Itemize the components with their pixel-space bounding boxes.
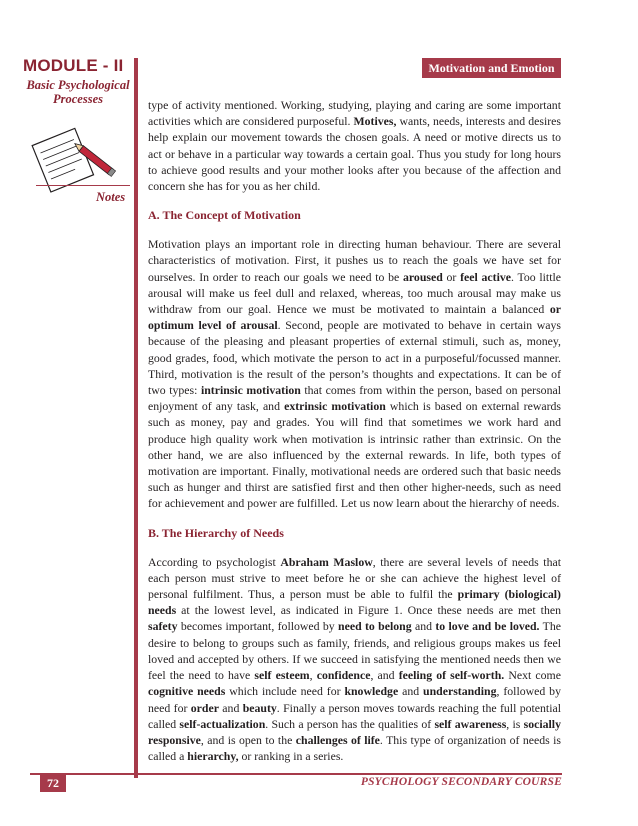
- bold-term: cognitive needs: [148, 684, 226, 699]
- footer-rule: [30, 773, 562, 775]
- bold-term: Abraham Maslow: [280, 554, 373, 569]
- notes-label: Notes: [96, 190, 126, 204]
- section-b-paragraph: According to psychologist Abraham Maslow, there are several levels of needs that each person must strive to meet before he or she can achieve the highest level of personal fulfilment. Thus, a person must be able to fulfil the primary (biological) needs at the lowest level, as indicated in Figure 1. Once these needs are met then safety becomes important, followed by need to belong and to love and be loved. The desire to belong to groups such as family, friends, and religious groups makes us feel loved and accepted by others. If we succeed in satisfying the mentioned needs then we feel the need to have self esteem, confidence, and feeling of self-worth. Next come cognitive needs which include need for knowledge and understanding, followed by need for order and beauty. Finally a person moves towards reaching the full potential called self-actualization. Such a person has the qualities of self awareness, is socially responsive, and is open to the challenges of life. This type of organization of needs is called a hierarchy, or ranking in a series.: [148, 554, 561, 764]
- intro-paragraph: type of activity mentioned. Working, studying, playing and caring are some important activities which are considered purposeful. Motives, wants, needs, interests and desires help explain our movement towards the chosen goals. A need or motive directs us to act or behave in a particular way towards a certain goal. Thus you study for long hours to achieve good results and your mother looks after you because of the affection and concern she has for you as her child.: [148, 98, 561, 194]
- bold-term: aroused: [403, 269, 443, 284]
- bold-term: self awareness: [434, 716, 507, 731]
- bold-term: self-actualization: [179, 716, 266, 731]
- bold-term: to love and be loved.: [435, 619, 540, 634]
- bold-term: extrinsic motivation: [284, 399, 386, 414]
- module-subtitle: Basic Psychological Processes: [26, 78, 130, 106]
- bold-term: feeling of self-worth.: [398, 668, 505, 683]
- bold-term: Motives,: [353, 114, 397, 129]
- bold-term: beauty: [242, 700, 277, 715]
- bold-term: understanding: [423, 684, 497, 699]
- main-content: [148, 97, 561, 777]
- bold-term: confidence: [316, 668, 371, 683]
- bold-term: intrinsic motivation: [200, 383, 301, 398]
- page-number: 72: [40, 775, 66, 792]
- bold-term: safety: [148, 619, 178, 634]
- bold-term: self esteem: [254, 668, 310, 683]
- bold-term: hierarchy,: [187, 749, 239, 764]
- bold-term: primary (biological) needs: [148, 587, 561, 618]
- section-a-heading: A. The Concept of Motivation: [148, 208, 301, 223]
- bold-term: challenges of life: [295, 732, 380, 747]
- bold-term: feel active: [460, 269, 511, 284]
- bold-term: need to belong: [338, 619, 412, 634]
- bold-term: socially responsive: [148, 716, 561, 747]
- bold-term: knowledge: [344, 684, 399, 699]
- bold-term: or optimum level of arousal: [148, 302, 561, 333]
- notes-pencil-icon: [26, 122, 131, 194]
- section-b-heading: B. The Hierarchy of Needs: [148, 525, 284, 540]
- section-a-paragraph: Motivation plays an important role in directing human behaviour. There are several characteristics of motivation. First, it pushes us to reach the goals we have set for ourselves. In order to reach our goals we need to be aroused or feel active. Too little arousal will make us feel dull and relaxed, whereas, too much arousal may make us withdraw from our goal. Hence we must be motivated to maintain a balanced or optimum level of arousal. Second, people are motivated to behave in certain ways because of the pleasing and pleasant properties of external stimuli, such as, money, good grades, food, which motivate the person to act in a purposeful/focussed manner. Third, motivation is the result of the person’s thoughts and expectations. It can be of two types: intrinsic motivation that comes from within the person, based on personal enjoyment of any task, and extrinsic motivation which is based on external rewards such as money, pay and grades. You will find that sometimes we work hard and produce high quality work when motivation is intrinsic rather than extrinsic. On the other hand, we are also influenced by the external rewards. In life, both types of motivation are important. Finally, motivational needs are ordered such that basic needs such as hunger and thirst are satisfied first and then other higher-needs, such as need for achievement and power are fulfilled. Let us now learn about the hierarchy of needs.: [148, 237, 562, 511]
- module-title: MODULE - II: [23, 56, 124, 75]
- course-title: PSYCHOLOGY SECONDARY COURSE: [360, 776, 562, 788]
- margin-rule: [134, 58, 138, 778]
- notes-divider: [36, 185, 130, 186]
- chapter-title-badge: Motivation and Emotion: [422, 58, 561, 78]
- bold-term: order: [190, 700, 219, 715]
